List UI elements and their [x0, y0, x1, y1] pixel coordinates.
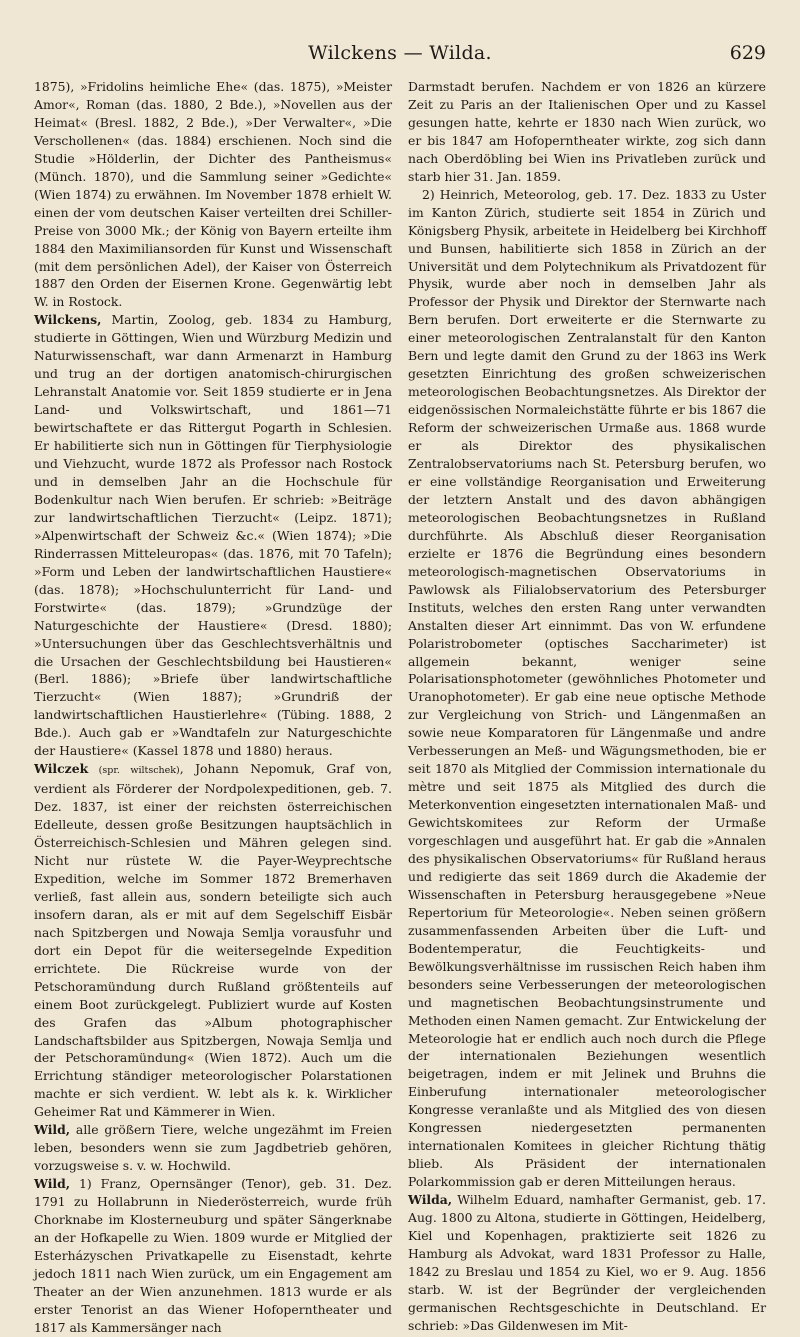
entry-headword: Wilckens, [34, 312, 102, 328]
entry-wild-persons [34, 1175, 392, 1337]
pronunciation-note: (spr. wiltschek) [88, 765, 180, 777]
entry-wild-animals [34, 1121, 392, 1175]
entry-headword: Wilda, [408, 1192, 453, 1208]
entry-text: Wilhelm Eduard, namhafter Germanist, geb. 17. Aug. 1800 zu Altona, studierte in Göttingen, Heidelberg, Kiel und Kopenhagen, praktizierte seit 1826 zu Hamburg als Advokat, ward 1831 Professor zu Halle, 1842 zu Breslau und 1854 zu Kiel, wo er 9. Aug. 1856 starb. W. ist der Begründer der vergleichenden germanischen Rechtsgeschichte in Deutschland. Er schrieb: »Das Gildenwesen im Mit- [408, 1192, 766, 1333]
entry-headword: Wild, [34, 1176, 71, 1192]
entry-text: 1875), »Fridolins heimliche Ehe« (das. 1875), »Meister Amor«, Roman (das. 1880, 2 Bde.), »Novellen aus der Heimat« (Bresl. 1882, 2 Bde.), »Der Verwalter«, »Die Verschollenen« (das. 1884) erschienen. Noch sind die Studie »Hölderlin, der Dichter des Pantheismus« (Münch. 1870), und die Sammlung seiner »Gedichte« (Wien 1874) zu erwähnen. Im November 1878 erhielt W. einen der vom deutschen Kaiser verteilten drei Schiller-Preise von 3000 Mk.; der König von Bayern erteilte ihm 1884 den Maximiliansorden für Kunst und Wissenschaft (mit dem persönlichen Adel), der Kaiser von Österreich 1887 den Orden der Eisernen Krone. Gegenwärtig lebt W. in Rostock. [34, 79, 392, 310]
entry-paragraph [34, 78, 392, 311]
entry-text: , Johann Nepomuk, Graf von, verdient als Förderer der Nordpolexpeditionen, geb. 7. Dez. 1837, ist einer der reichsten österreichischen Edelleute, dessen große Besitzungen hauptsächlich in Österreichisch-Schlesien und Mähren gelegen sind. Nicht nur rüstete W. die Payer-Weyprechtsche Expedition, welche im Sommer 1872 Bremerhaven verließ, fast allein aus, sondern beteiligte sich auch insofern daran, als er mit auf dem Segelschiff Eisbär nach Spitzbergen und Nowaja Semlja vorausfuhr und dort ein Depot für die weitersegelnde Expedition errichtete. Die Rückreise wurde von der Petschoramündung durch Rußland größtenteils auf einem Boot zurückgelegt. Publiziert wurde auf Kosten des Grafen das »Album photographischer Landschaftsbilder aus Spitzbergen, Nowaja Semlja und der Petschoramündung« (Wien 1872). Auch um die Errichtung ständiger meteorologischer Polarstationen machte er sich verdient. W. lebt als k. k. Wirklicher Geheimer Rat und Kämmerer in Wien. [34, 761, 392, 1120]
entry-text: alle größern Tiere, welche ungezähmt im Freien leben, besonders wenn sie zum Jagdbetrieb gehören, vorzugsweise s. v. w. Hochwild. [34, 1122, 392, 1174]
entry-paragraph [408, 186, 766, 1191]
right-column [408, 78, 766, 1335]
page-header [34, 42, 766, 70]
entry-paragraph [408, 78, 766, 186]
entry-text: 2) Heinrich, Meteorolog, geb. 17. Dez. 1833 zu Uster im Kanton Zürich, studierte seit 1854 in Zürich und Königsberg Physik, arbeitete in Heidelberg bei Kirchhoff und Bunsen, habilitierte sich 1858 in Zürich an der Universität und dem Polytechnikum als Privatdozent für Physik, wurde aber noch in demselben Jahr als Professor der Physik und Direktor der Sternwarte nach Bern berufen. Dort erweiterte er die Sternwarte zu einer meteorologischen Zentralanstalt für den Kanton Bern und legte damit den Grund zu der 1863 ins Werk gesetzten Einrichtung des großen schweizerischen meteorologischen Beobachtungsnetzes. Als Direktor der eidgenössischen Normaleichstätte führte er bis 1867 die Reform der schweizerischen Urmaße aus. 1868 wurde er als Direktor des physikalischen Zentralobservatoriums nach St. Petersburg berufen, wo er eine vollständige Reorganisation und Erweiterung der letztern Anstalt und des davon abhängigen meteorologischen Beobachtungsnetzes in Rußland durchführte. Als Abschluß dieser Reorganisation erzielte er 1876 die Begründung eines besondern meteorologisch-magnetischen Observatoriums in Pawlowsk als Filialobservatorium des Petersburger Instituts, welches den ersten Rang unter verwandten Anstalten dieser Art einnimmt. Das von W. erfundene Polaristrobometer (optisches Saccharimeter) ist allgemein bekannt, weniger seine Polarisationsphotometer (gewöhnliches Photometer und Uranophotometer). Er gab eine neue optische Methode zur Vergleichung von Strich- und Längenmaßen an sowie neue Komparatoren für Längenmaße und andre Verbesserungen an Meß- und Wägungsmethoden, bie er seit 1870 als Mitglied der Commission internationale du mètre und seit 1875 als Mitglied des durch die Meterkonvention eingesetzten internationalen Maß- und Gewichtskomitees zur Reform der Urmaße vorgeschlagen und ausgeführt hat. Er gab die »Annalen des physikalischen Observatoriums« für Rußland heraus und redigierte das seit 1869 durch die Akademie der Wissenschaften in Petersburg herausgegebene »Neue Repertorium für Meteorologie«. Neben seinen größern zusammenfassenden Arbeiten über die Luft- und Bodentemperatur, die Feuchtigkeits- und Bewölkungsverhältnisse im russischen Reich haben ihm besonders seine Verbesserungen der meteorologischen und magnetischen Beobachtungsinstrumente und Methoden einen Namen gemacht. Zur Entwickelung der Meteorologie hat er endlich auch noch durch die Pflege der internationalen Beziehungen wesentlich beigetragen, indem er mit Jelinek und Bruhns die Einberufung internationaler meteorologischer Kongresse veranlaßte und als Mitglied des von diesen Kongressen niedergesetzten permanenten internationalen Komitees in gleicher Richtung thätig blieb. Als Präsident der internationalen Polarkommission gab er deren Mitteilungen heraus. [408, 186, 766, 1190]
entry-wilczek [34, 760, 392, 1121]
left-column [34, 78, 392, 1337]
entry-headword: Wild, [34, 1122, 71, 1138]
entry-text: Darmstadt berufen. Nachdem er von 1826 an kürzere Zeit zu Paris an der Italienischen Oper und zu Kassel gesungen hatte, kehrte er 1830 nach Wien zurück, wo er bis 1847 am Hofoperntheater wirkte, zog sich dann nach Oberdöbling bei Wien ins Privatleben zurück und starb hier 31. Jan. 1859. [408, 79, 766, 184]
entry-wilda [408, 1191, 766, 1335]
entry-text: 1) Franz, Opernsänger (Tenor), geb. 31. Dez. 1791 zu Hollabrunn in Niederösterreich, wurde früh Chorknabe im Klosterneuburg und später Sängerknabe an der Hofkapelle zu Wien. 1809 wurde er Mitglied der Esterházyschen Privatkapelle zu Eisenstadt, kehrte jedoch 1811 nach Wien zurück, um ein Engagement am Theater an der Wien anzunehmen. 1813 wurde er als erster Tenorist an das Wiener Hofoperntheater und 1817 als Kammersänger nach [34, 1176, 392, 1335]
entry-text: Martin, Zoolog, geb. 1834 zu Hamburg, studierte in Göttingen, Wien und Würzburg Medizin und Naturwissenschaft, war dann Armenarzt in Hamburg und trug an der dortigen anatomisch-chirurgischen Lehranstalt Anatomie vor. Seit 1859 studierte er in Jena Land- und Volkswirtschaft, und 1861—71 bewirtschaftete er das Rittergut Pogarth in Schlesien. Er habilitierte sich nun in Göttingen für Tierphysiologie und Viehzucht, wurde 1872 als Professor nach Rostock und in demselben Jahr an die Hochschule für Bodenkultur nach Wien berufen. Er schrieb: »Beiträge zur landwirtschaftlichen Tierzucht« (Leipz. 1871); »Alpenwirtschaft der Schweiz &c.« (Wien 1874); »Die Rinderrassen Mitteleuropas« (das. 1876, mit 70 Tafeln); »Form und Leben der landwirtschaftlichen Haustiere« (das. 1878); »Hochschulunterricht für Land- und Forstwirte« (das. 1879); »Grundzüge der Naturgeschichte der Haustiere« (Dresd. 1880); »Untersuchungen über das Geschlechtsverhältnis und die Ursachen der Geschlechtsbildung bei Haustieren« (Berl. 1886); »Briefe über landwirtschaftliche Tierzucht« (Wien 1887); »Grundriß der landwirtschaftlichen Haustierlehre« (Tübing. 1888, 2 Bde.). Auch gab er »Wandtafeln zur Naturgeschichte der Haustiere« (Kassel 1878 und 1880) heraus. [34, 312, 392, 759]
entry-headword: Wilczek [34, 761, 89, 777]
entry-wilckens [34, 311, 392, 760]
page-number: 629 [729, 42, 766, 64]
running-title: Wilckens — Wilda. [308, 42, 492, 64]
